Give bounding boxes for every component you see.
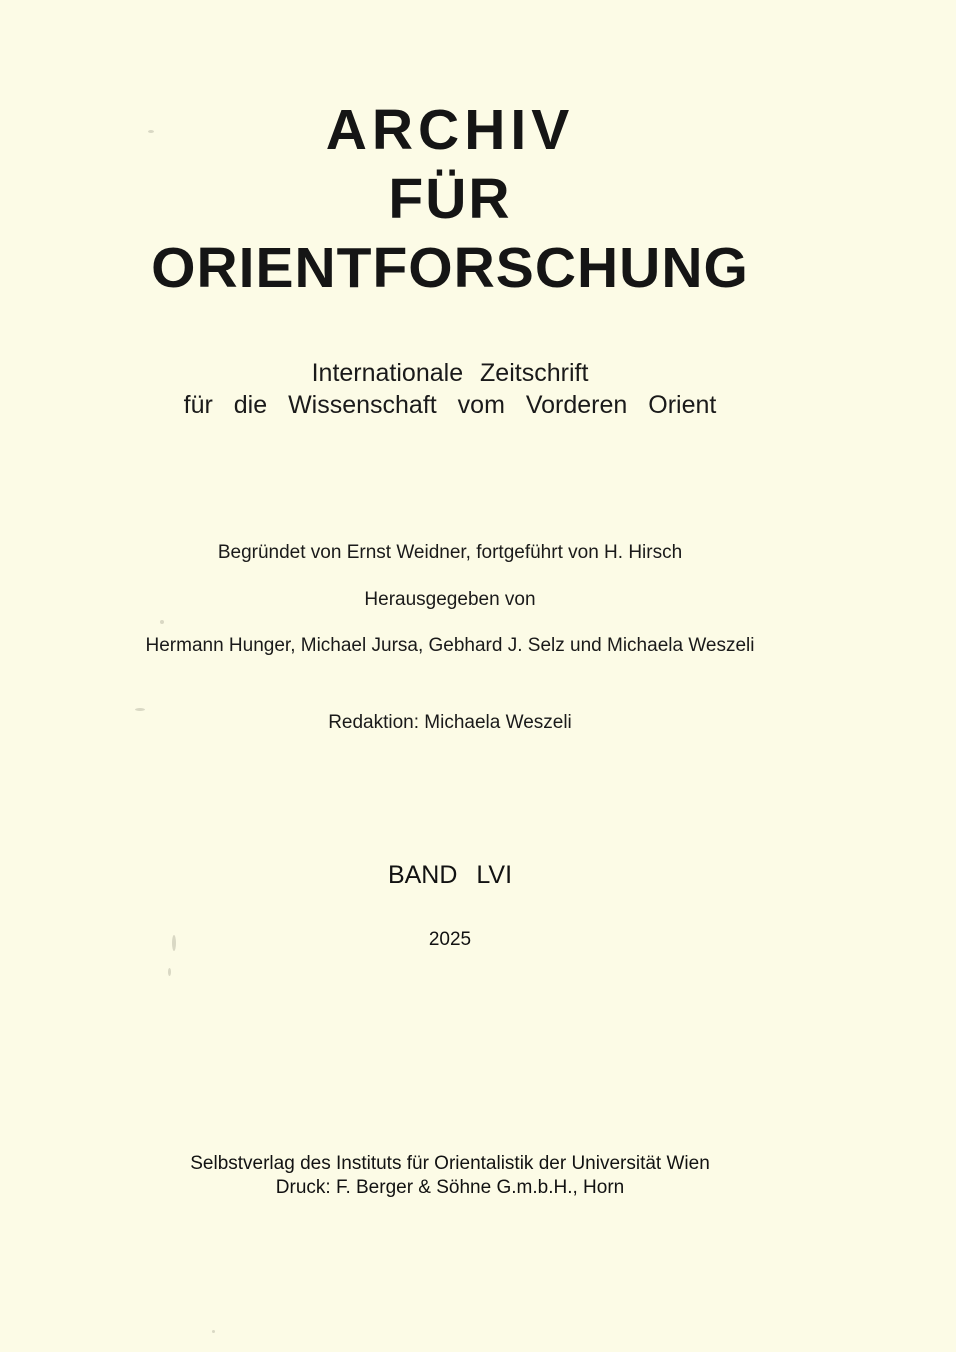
journal-subtitle-line-1: Internationale Zeitschrift <box>311 359 589 387</box>
editorial-office: Redaktion: Michaela Weszeli <box>328 712 572 733</box>
publication-year: 2025 <box>428 929 472 950</box>
scan-speck <box>168 968 171 976</box>
journal-subtitle-line-2: für die Wissenschaft vom Vorderen Orient <box>183 391 717 419</box>
edited-by-label: Herausgegeben von <box>364 589 536 610</box>
scan-speck <box>172 935 176 951</box>
scan-speck <box>148 130 154 133</box>
printer-line: Druck: F. Berger & Söhne G.m.b.H., Horn <box>275 1177 625 1198</box>
scan-speck <box>212 1330 215 1333</box>
scan-speck <box>160 620 164 624</box>
editors-list: Hermann Hunger, Michael Jursa, Gebhard J. Selz und Michaela Weszeli <box>145 635 755 656</box>
publisher-line: Selbstverlag des Instituts für Orientalistik der Universität Wien <box>190 1153 710 1174</box>
volume-number: BAND LVI <box>387 861 513 889</box>
journal-title-line-2: FÜR <box>388 167 512 231</box>
journal-title-line-3: ORIENTFORSCHUNG <box>151 236 749 300</box>
journal-title-line-1: ARCHIV <box>325 98 575 162</box>
scan-speck <box>135 708 145 711</box>
founded-by-text: Begründet von Ernst Weidner, fortgeführt von H. Hirsch <box>217 542 683 563</box>
